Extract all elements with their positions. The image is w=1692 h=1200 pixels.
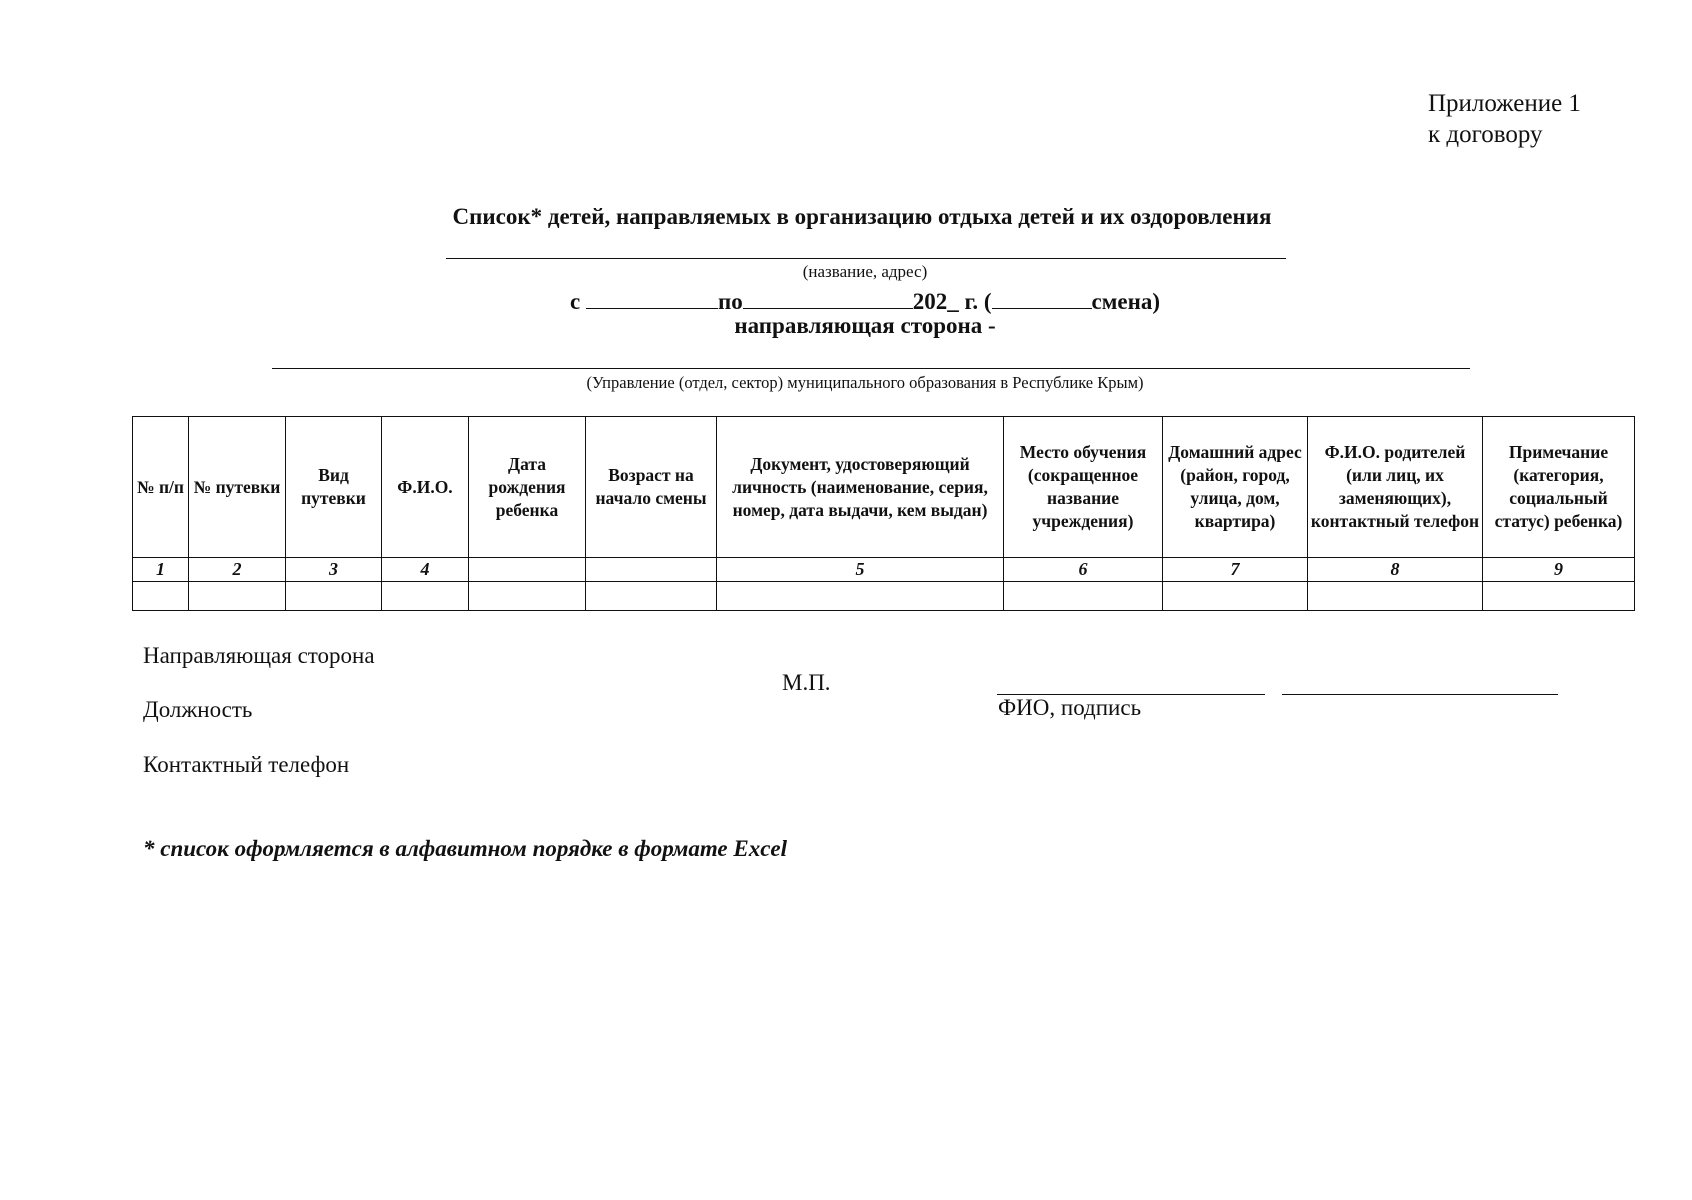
column-number-row [133,558,1635,582]
table-cell [382,582,469,611]
shift-label: смена) [1091,289,1160,314]
table-cell [1163,582,1308,611]
table-cell [1483,582,1635,611]
footnote: * список оформляется в алфавитном порядке в формате Excel [143,836,788,861]
column-number-cell: 6 [1004,558,1163,582]
header-cell: № п/п [133,417,189,558]
document-title: Список* детей, направляемых в организацию отдыха детей и их оздоровления [452,204,1272,229]
header-cell: Место обучения (сокращенное название учреждения) [1004,417,1163,558]
column-number-cell: 7 [1163,558,1308,582]
table-cell [586,582,717,611]
column-number-cell: 5 [717,558,1004,582]
name-address-caption: (название, адрес) [802,262,928,281]
appendix-contract-label: к договору [1428,121,1543,148]
header-cell: Ф.И.О. родителей (или лиц, их заменяющих), контактный телефон [1308,417,1483,558]
table-cell [1004,582,1163,611]
table-header-row [133,417,1635,558]
signature-caption: ФИО, подпись [998,695,1142,720]
stamp-label: М.П. [782,670,831,695]
header-cell: Примечание (категория, социальный статус) ребенка) [1483,417,1635,558]
column-number-cell [586,558,717,582]
contact-phone-label: Контактный телефон [143,752,350,777]
table-cell [133,582,189,611]
column-number-cell: 1 [133,558,189,582]
header-cell: № путевки [189,417,286,558]
column-number-cell: 9 [1483,558,1635,582]
children-list-table [132,416,1635,611]
appendix-block [1428,88,1581,150]
table-cell [1308,582,1483,611]
department-line [272,368,1470,369]
table-cell [717,582,1004,611]
sender-label: направляющая сторона - [734,313,996,338]
column-number-cell: 2 [189,558,286,582]
column-number-cell [469,558,586,582]
header-cell: Ф.И.О. [382,417,469,558]
period-to-label: по [717,289,743,314]
table-cell [469,582,586,611]
sender-footer-label: Направляющая сторона [143,643,375,668]
table-row [133,582,1635,611]
period-year-label: 202_ г. ( [912,289,992,314]
header-cell: Дата рождения ребенка [469,417,586,558]
header-cell: Вид путевки [286,417,382,558]
appendix-label: Приложение 1 [1428,90,1581,117]
period-line [0,286,1692,315]
period-from-blank [586,286,718,309]
department-caption: (Управление (отдел, сектор) муниципального образования в Республике Крым) [586,373,1144,392]
column-number-cell: 4 [382,558,469,582]
period-to-blank [743,286,913,309]
header-cell: Возраст на начало смены [586,417,717,558]
header-cell: Документ, удостоверяющий личность (наименование, серия, номер, дата выдачи, кем выдан) [717,417,1004,558]
name-address-line [446,258,1286,259]
shift-blank [992,286,1092,309]
header-cell: Домашний адрес (район, город, улица, дом, квартира) [1163,417,1308,558]
table-cell [189,582,286,611]
column-number-cell: 8 [1308,558,1483,582]
column-number-cell: 3 [286,558,382,582]
position-label: Должность [143,697,253,722]
period-from-label: с [570,289,586,314]
table-cell [286,582,382,611]
signature-line [1282,694,1558,695]
